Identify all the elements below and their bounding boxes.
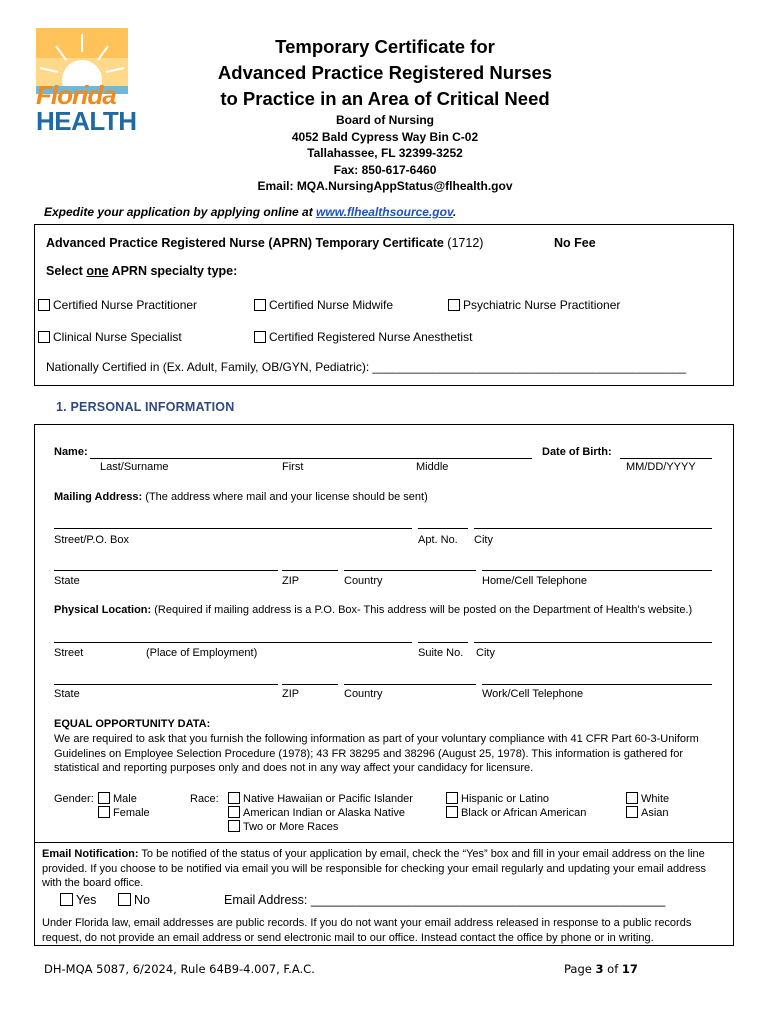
specialty-select-label: Select one APRN specialty type: [46,264,238,278]
page-title: Temporary Certificate for Advanced Practice Registered Nurses to Practice in an Area of Critical Need [217,36,553,109]
dob-format-caption: MM/DD/YYYY [626,461,696,473]
race-two-or-more[interactable]: Two or More Races [228,820,338,833]
checkbox[interactable] [254,331,266,343]
physical-city-line[interactable] [474,642,712,643]
certificate-fee: No Fee [554,236,596,250]
race-asian[interactable]: Asian [626,806,669,819]
checkbox[interactable] [38,299,50,311]
mailing-zip-line[interactable] [282,570,338,571]
mailing-apt-line[interactable] [418,528,468,529]
race-native-hawaiian[interactable]: Native Hawaiian or Pacific Islander [228,792,413,805]
checkbox[interactable] [448,299,460,311]
public-records-notice: Under Florida law, email addresses are public records. If you do not want your email address released in response to a public records request, do not provide an email address or send electronic mail to our office. Instead contact the office by phone or in writing. [42,917,692,944]
race-label: Race: [190,793,219,805]
board-address: Board of Nursing 4052 Bald Cypress Way Bin C-02 Tallahassee, FL 32399-3252 Fax: 850-617-6460 Email: MQA.NursingAppStatus@flhealth.gov [257,113,513,193]
checkbox[interactable] [38,331,50,343]
florida-health-logo [36,28,137,136]
physical-country-line[interactable] [344,684,476,685]
mailing-address-label: Mailing Address: (The address where mail and your license should be sent) [54,491,428,503]
street-caption: Street [54,647,84,659]
mailing-country-line[interactable] [344,570,476,571]
nationally-certified-field[interactable]: Nationally Certified in (Ex. Adult, Family, OB/GYN, Pediatric): _______________________________________________ [46,360,687,374]
first-name-caption: First [282,461,304,473]
physical-street-line[interactable] [54,642,412,643]
checkbox[interactable] [98,806,110,818]
last-name-caption: Last/Surname [100,461,169,473]
race-american-indian[interactable]: American Indian or Alaska Native [228,806,405,819]
email-yes-option[interactable]: Yes [60,893,96,907]
checkbox[interactable] [626,792,638,804]
mailing-city-line[interactable] [474,528,712,529]
email-address-field[interactable]: Email Address: ___________________________________________________ [224,893,666,907]
race-hispanic[interactable]: Hispanic or Latino [446,792,549,805]
online-application-link[interactable]: www.flhealthsource.gov [316,205,453,219]
city-caption-2: City [476,647,495,659]
country-caption-2: Country [344,688,383,700]
email-no-option[interactable]: No [118,893,150,907]
section-personal-information-title: 1. PERSONAL INFORMATION [56,400,235,414]
gender-label: Gender: [54,793,94,805]
mailing-street-line[interactable] [54,528,412,529]
middle-name-caption: Middle [416,461,449,473]
checkbox[interactable] [254,299,266,311]
street-po-caption: Street/P.O. Box [54,534,130,546]
checkbox[interactable] [228,820,240,832]
option-psychiatric-nurse-practitioner[interactable]: Psychiatric Nurse Practitioner [448,298,620,312]
physical-state-line[interactable] [54,684,278,685]
email-section-divider [34,842,734,843]
checkbox[interactable] [446,792,458,804]
page-number: Page 3 of 17 [564,962,638,976]
logo-text-florida: Florida [36,80,116,110]
physical-zip-line[interactable] [282,684,338,685]
country-caption: Country [344,575,383,587]
expedite-note: Expedite your application by applying online at www.flhealthsource.gov. [44,205,457,219]
logo-text-health: HEALTH [36,106,137,136]
eeo-text: We are required to ask that you furnish the following information as part of your voluntary compliance with 41 CFR Part 60-3-Uniform Guidelines on Employee Selection Procedure (1978); 43 FR 38295 and 38296 (August 25, 1978). This information is gathered for statistical and reporting purposes only and does not in any way affect your candidacy for licensure. [54,733,699,774]
gender-female[interactable]: Female [98,806,150,819]
state-caption: State [54,575,80,587]
state-caption-2: State [54,688,80,700]
work-telephone-caption: Work/Cell Telephone [482,688,584,700]
zip-caption: ZIP [282,575,300,587]
checkbox[interactable] [98,792,110,804]
city-caption: City [474,534,493,546]
physical-location-label: Physical Location: (Required if mailing address is a P.O. Box- This address will be posted on the Department of Health's website.) [54,604,693,616]
option-certified-nurse-midwife[interactable]: Certified Nurse Midwife [254,298,393,312]
dob-input-line[interactable] [620,458,712,459]
dob-label: Date of Birth: [542,446,612,458]
work-telephone-line[interactable] [482,684,712,685]
physical-suite-line[interactable] [418,642,468,643]
certificate-name: Advanced Practice Registered Nurse (APRN) Temporary Certificate (1712) [46,236,484,250]
name-input-line[interactable] [90,458,532,459]
eeo-heading: EQUAL OPPORTUNITY DATA: [54,718,211,730]
option-clinical-nurse-specialist[interactable]: Clinical Nurse Specialist [38,330,182,344]
form-number: DH-MQA 5087, 6/2024, Rule 64B9-4.007, F.A.C. [44,962,315,976]
option-certified-nurse-practitioner[interactable]: Certified Nurse Practitioner [38,298,197,312]
option-crna[interactable]: Certified Registered Nurse Anesthetist [254,330,472,344]
email-notification-text: Email Notification: To be notified of the status of your application by email, check the “Yes” box and fill in your email address on the line provided. If you choose to be notified via email you will be responsible for checking your email regularly and updating your email address with the board office. [42,848,707,889]
checkbox[interactable] [60,893,73,906]
checkbox[interactable] [118,893,131,906]
checkbox[interactable] [228,792,240,804]
checkbox[interactable] [626,806,638,818]
suite-caption: Suite No. [418,647,464,659]
zip-caption-2: ZIP [282,688,300,700]
mailing-state-line[interactable] [54,570,278,571]
race-black[interactable]: Black or African American [446,806,586,819]
home-telephone-line[interactable] [482,570,712,571]
name-label: Name: [54,446,88,458]
checkbox[interactable] [446,806,458,818]
checkbox[interactable] [228,806,240,818]
apt-caption: Apt. No. [418,534,458,546]
gender-male[interactable]: Male [98,792,137,805]
race-white[interactable]: White [626,792,669,805]
place-of-employment-caption: (Place of Employment) [146,647,258,659]
home-telephone-caption: Home/Cell Telephone [482,575,587,587]
